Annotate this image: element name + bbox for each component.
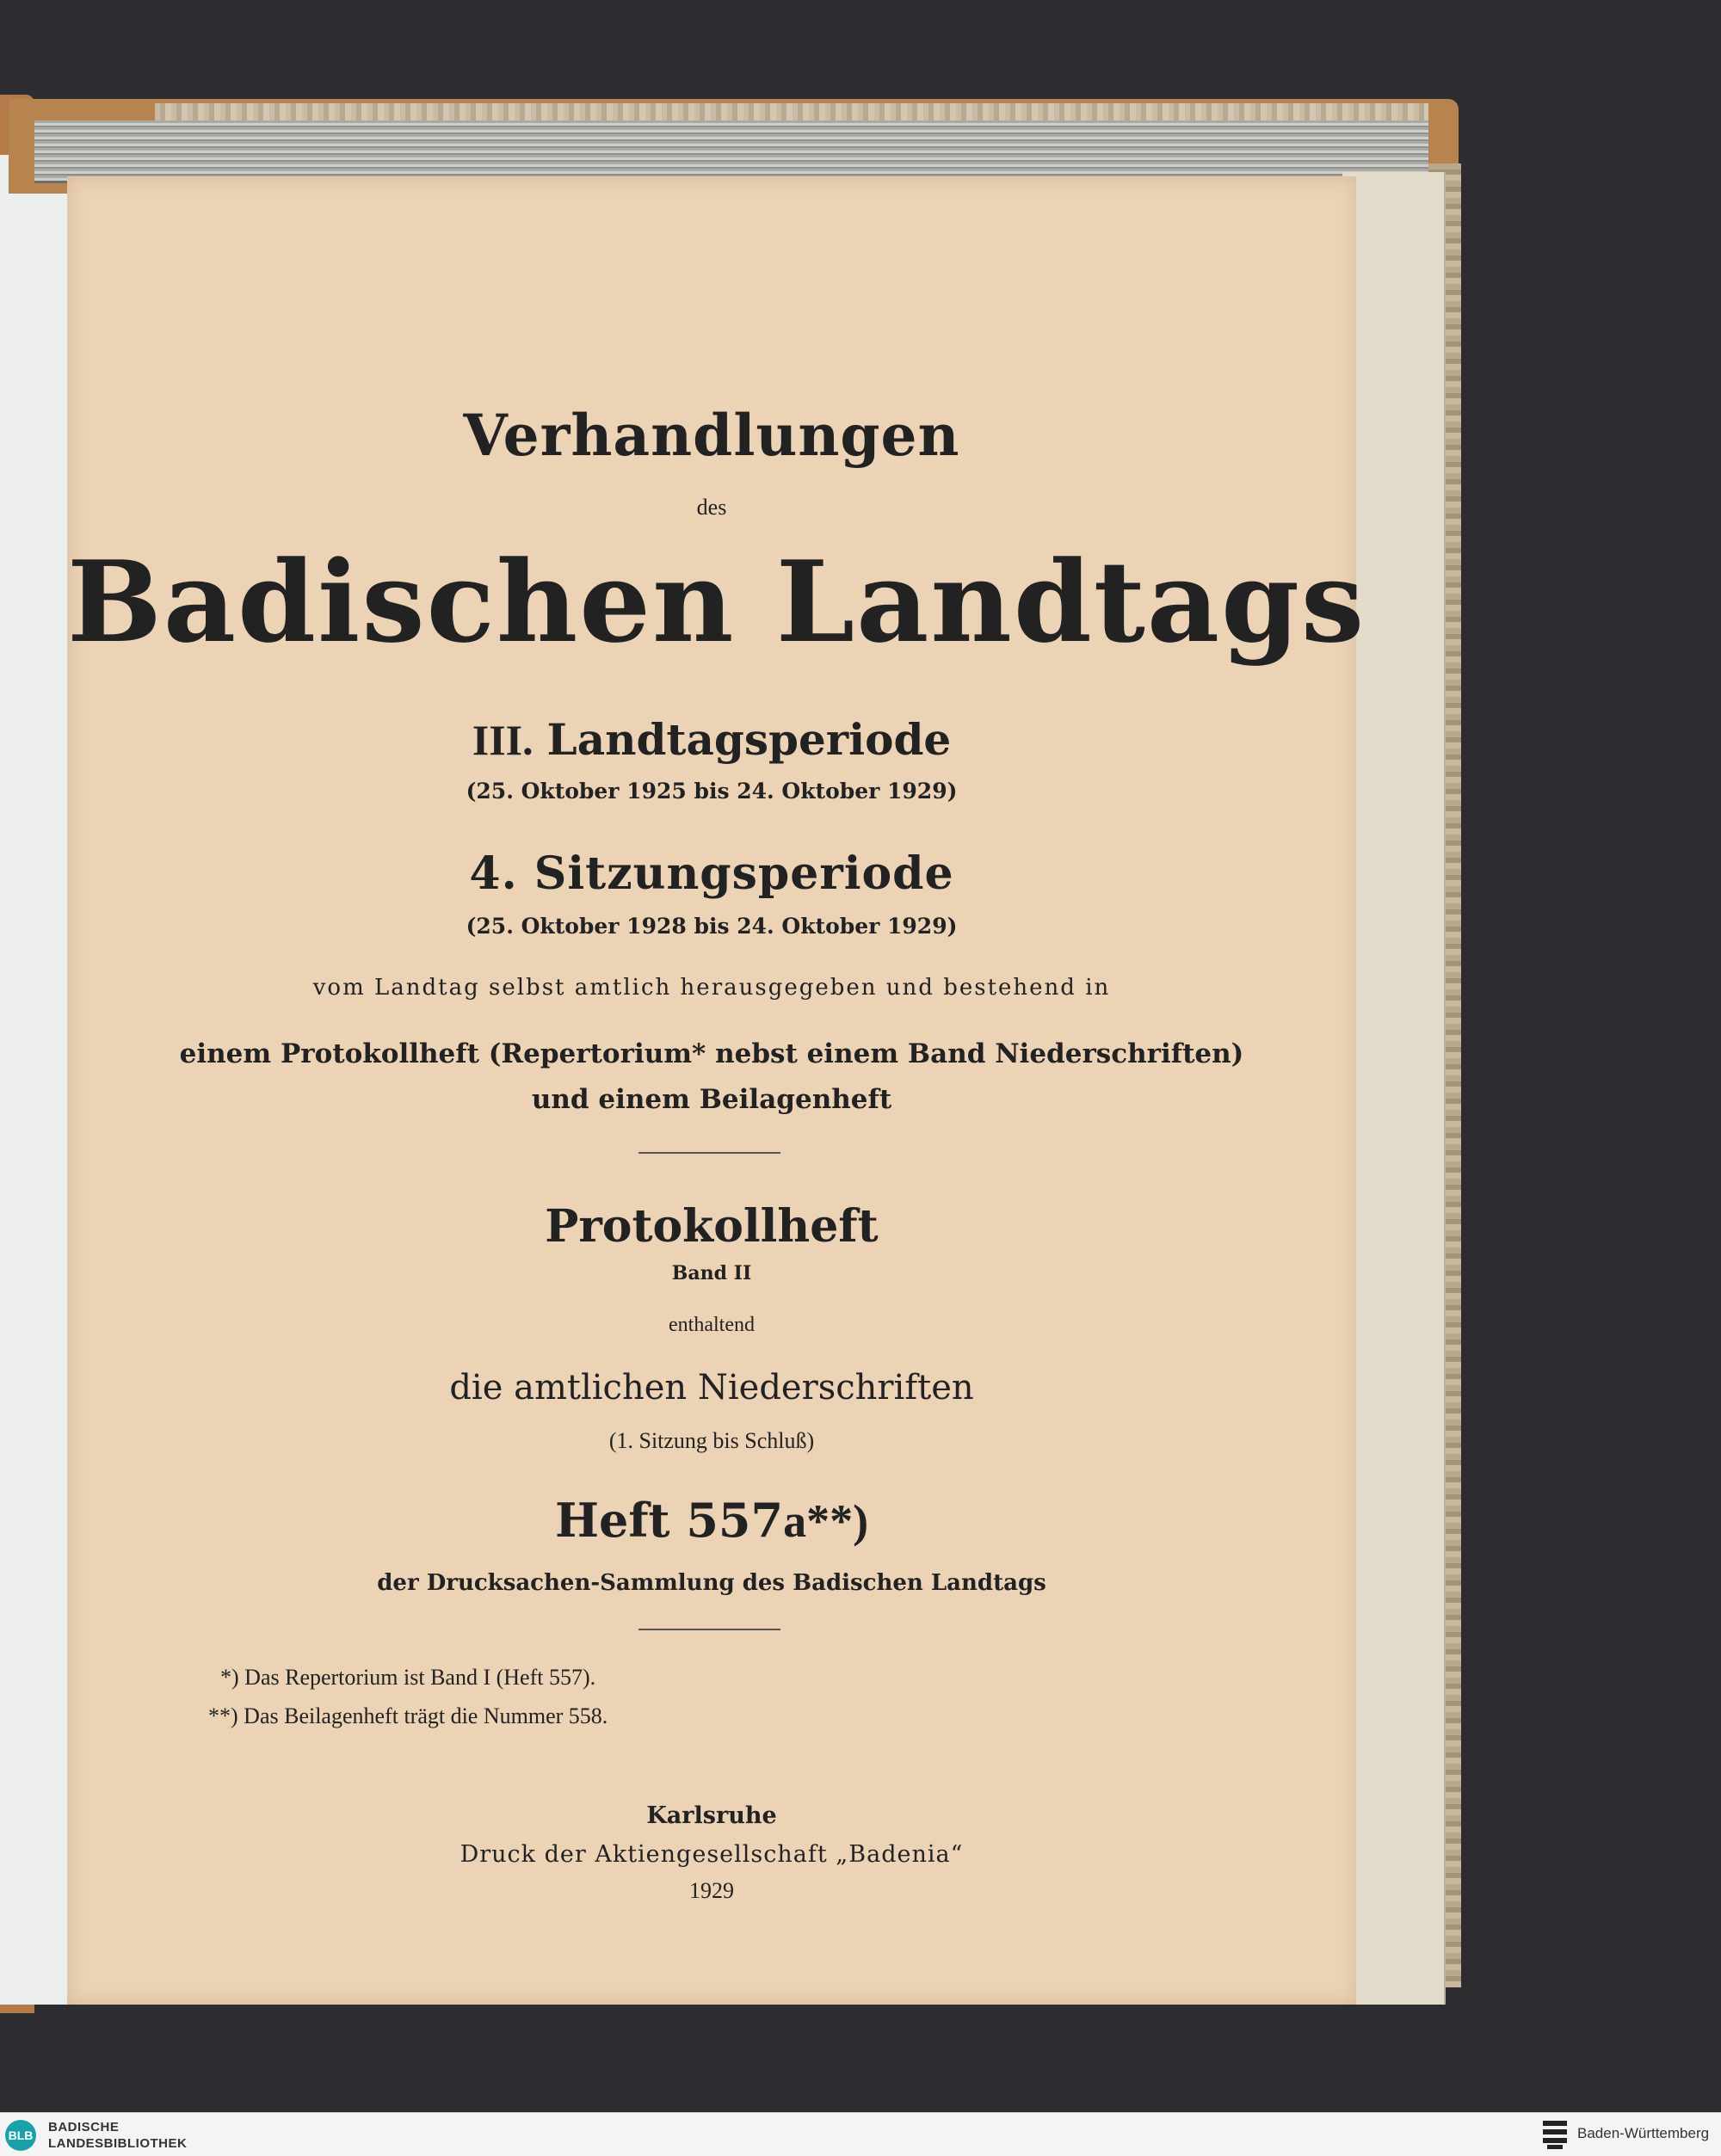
period-roman: III. bbox=[472, 716, 534, 764]
protokollheft-title: Protokollheft bbox=[545, 1200, 879, 1253]
contents-line-2: und einem Beilagenheft bbox=[531, 1084, 892, 1115]
contents-line-1: einem Protokollheft (Repertorium* nebst einem Band Niederschriften) bbox=[179, 1038, 1244, 1069]
title-badischen-landtags: Badischen Landtags bbox=[67, 536, 1366, 668]
enthaltend-label: enthaltend bbox=[669, 1314, 755, 1336]
heft-word: Heft bbox=[554, 1493, 670, 1548]
sitzungsperiode-dates: (25. Oktober 1928 bis 24. Oktober 1929) bbox=[466, 914, 958, 939]
imprint-year: 1929 bbox=[689, 1878, 734, 1903]
baden-wuerttemberg-lions-icon bbox=[1540, 2118, 1570, 2151]
landtagsperiode-heading bbox=[67, 714, 1356, 765]
footnote-1-text: Das Repertorium ist Band I (Heft 557). bbox=[244, 1665, 596, 1690]
sitzung-range: (1. Sitzung bis Schluß) bbox=[608, 1428, 815, 1453]
period-label: Landtagsperiode bbox=[546, 714, 952, 765]
heft-number-heading bbox=[67, 1493, 1356, 1548]
niederschriften-title: die amtlichen Niederschriften bbox=[449, 1368, 974, 1408]
divider-rule-1 bbox=[638, 1152, 780, 1154]
title-des: des bbox=[696, 495, 727, 520]
published-line: vom Landtag selbst amtlich herausgegeben und bestehend in bbox=[312, 975, 1111, 1001]
heft-suffix: a**) bbox=[783, 1495, 869, 1547]
blb-name-line-2: LANDESBIBLIOTHEK bbox=[48, 2136, 188, 2151]
footnote-1-mark: *) bbox=[220, 1665, 239, 1690]
underlying-pages bbox=[1342, 172, 1446, 2005]
sitzungsperiode-heading: 4. Sitzungsperiode bbox=[469, 847, 954, 900]
landtagsperiode-dates: (25. Oktober 1925 bis 24. Oktober 1929) bbox=[466, 779, 958, 804]
collection-line: der Drucksachen-Sammlung des Badischen Landtags bbox=[377, 1570, 1046, 1596]
footnote-2 bbox=[208, 1703, 608, 1729]
imprint-printer: Druck der Aktiengesellschaft „Badenia“ bbox=[460, 1841, 964, 1868]
title-page bbox=[67, 176, 1366, 2005]
blb-logo-icon[interactable]: BLB bbox=[5, 2120, 36, 2151]
footnote-1 bbox=[220, 1665, 595, 1691]
baden-wuerttemberg-label[interactable]: Baden-Württemberg bbox=[1577, 2125, 1710, 2141]
heft-number: 557 bbox=[686, 1493, 784, 1548]
footnote-2-mark: **) bbox=[208, 1703, 238, 1728]
title-verhandlungen: Verhandlungen bbox=[463, 402, 960, 469]
blb-library-name[interactable] bbox=[48, 2119, 187, 2152]
footnote-2-text: Das Beilagenheft trägt die Nummer 558. bbox=[244, 1703, 608, 1728]
divider-rule-2 bbox=[638, 1629, 780, 1630]
page-edges bbox=[34, 120, 1428, 183]
blb-name-line-1: BADISCHE bbox=[48, 2120, 120, 2134]
footer-bar bbox=[0, 2112, 1721, 2156]
band-label: Band II bbox=[671, 1262, 752, 1284]
imprint-city: Karlsruhe bbox=[646, 1802, 777, 1829]
